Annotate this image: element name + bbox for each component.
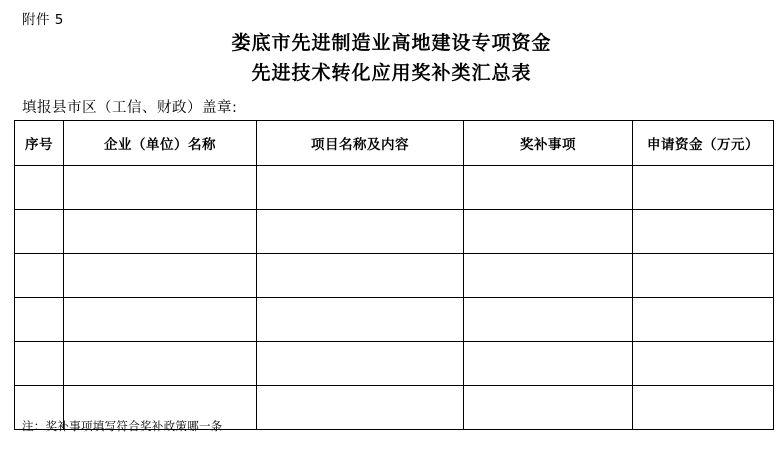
form-subtitle: 填报县市区（工信、财政）盖章: xyxy=(22,100,238,116)
title-line-2: 先进技术转化应用奖补类汇总表 xyxy=(251,62,532,84)
column-header-project: 项目名称及内容 xyxy=(257,121,464,166)
cell-sequence[interactable] xyxy=(15,166,64,210)
table-row xyxy=(15,254,774,298)
cell-enterprise-name[interactable] xyxy=(64,166,257,210)
table-header-row xyxy=(15,121,774,166)
cell-sequence[interactable] xyxy=(15,210,64,254)
cell-award-item[interactable] xyxy=(464,166,633,210)
table-body xyxy=(15,166,774,430)
cell-enterprise-name[interactable] xyxy=(64,342,257,386)
column-header-enterprise-name: 企业（单位）名称 xyxy=(64,121,257,166)
cell-project[interactable] xyxy=(257,298,464,342)
cell-sequence[interactable] xyxy=(15,254,64,298)
cell-project[interactable] xyxy=(257,386,464,430)
document-title xyxy=(0,28,783,88)
cell-project[interactable] xyxy=(257,254,464,298)
cell-amount[interactable] xyxy=(633,166,774,210)
cell-amount[interactable] xyxy=(633,254,774,298)
cell-award-item[interactable] xyxy=(464,210,633,254)
cell-project[interactable] xyxy=(257,342,464,386)
column-header-award-item: 奖补事项 xyxy=(464,121,633,166)
table-header xyxy=(15,121,774,166)
cell-award-item[interactable] xyxy=(464,342,633,386)
cell-project[interactable] xyxy=(257,210,464,254)
table-row xyxy=(15,210,774,254)
cell-award-item[interactable] xyxy=(464,254,633,298)
form-note: 注：奖补事项填写符合奖补政策哪一条 xyxy=(22,419,223,433)
title-line-1: 娄底市先进制造业高地建设专项资金 xyxy=(231,32,552,54)
cell-amount[interactable] xyxy=(633,210,774,254)
cell-enterprise-name[interactable] xyxy=(64,254,257,298)
column-header-sequence: 序号 xyxy=(15,121,64,166)
cell-sequence[interactable] xyxy=(15,342,64,386)
table-row xyxy=(15,342,774,386)
cell-amount[interactable] xyxy=(633,298,774,342)
cell-amount[interactable] xyxy=(633,342,774,386)
table-row xyxy=(15,166,774,210)
table-row xyxy=(15,298,774,342)
cell-amount[interactable] xyxy=(633,386,774,430)
cell-award-item[interactable] xyxy=(464,298,633,342)
attachment-label: 附件 5 xyxy=(22,12,64,28)
cell-project[interactable] xyxy=(257,166,464,210)
cell-award-item[interactable] xyxy=(464,386,633,430)
cell-enterprise-name[interactable] xyxy=(64,298,257,342)
summary-table xyxy=(14,120,774,430)
cell-enterprise-name[interactable] xyxy=(64,210,257,254)
cell-sequence[interactable] xyxy=(15,298,64,342)
column-header-amount: 申请资金（万元） xyxy=(633,121,774,166)
